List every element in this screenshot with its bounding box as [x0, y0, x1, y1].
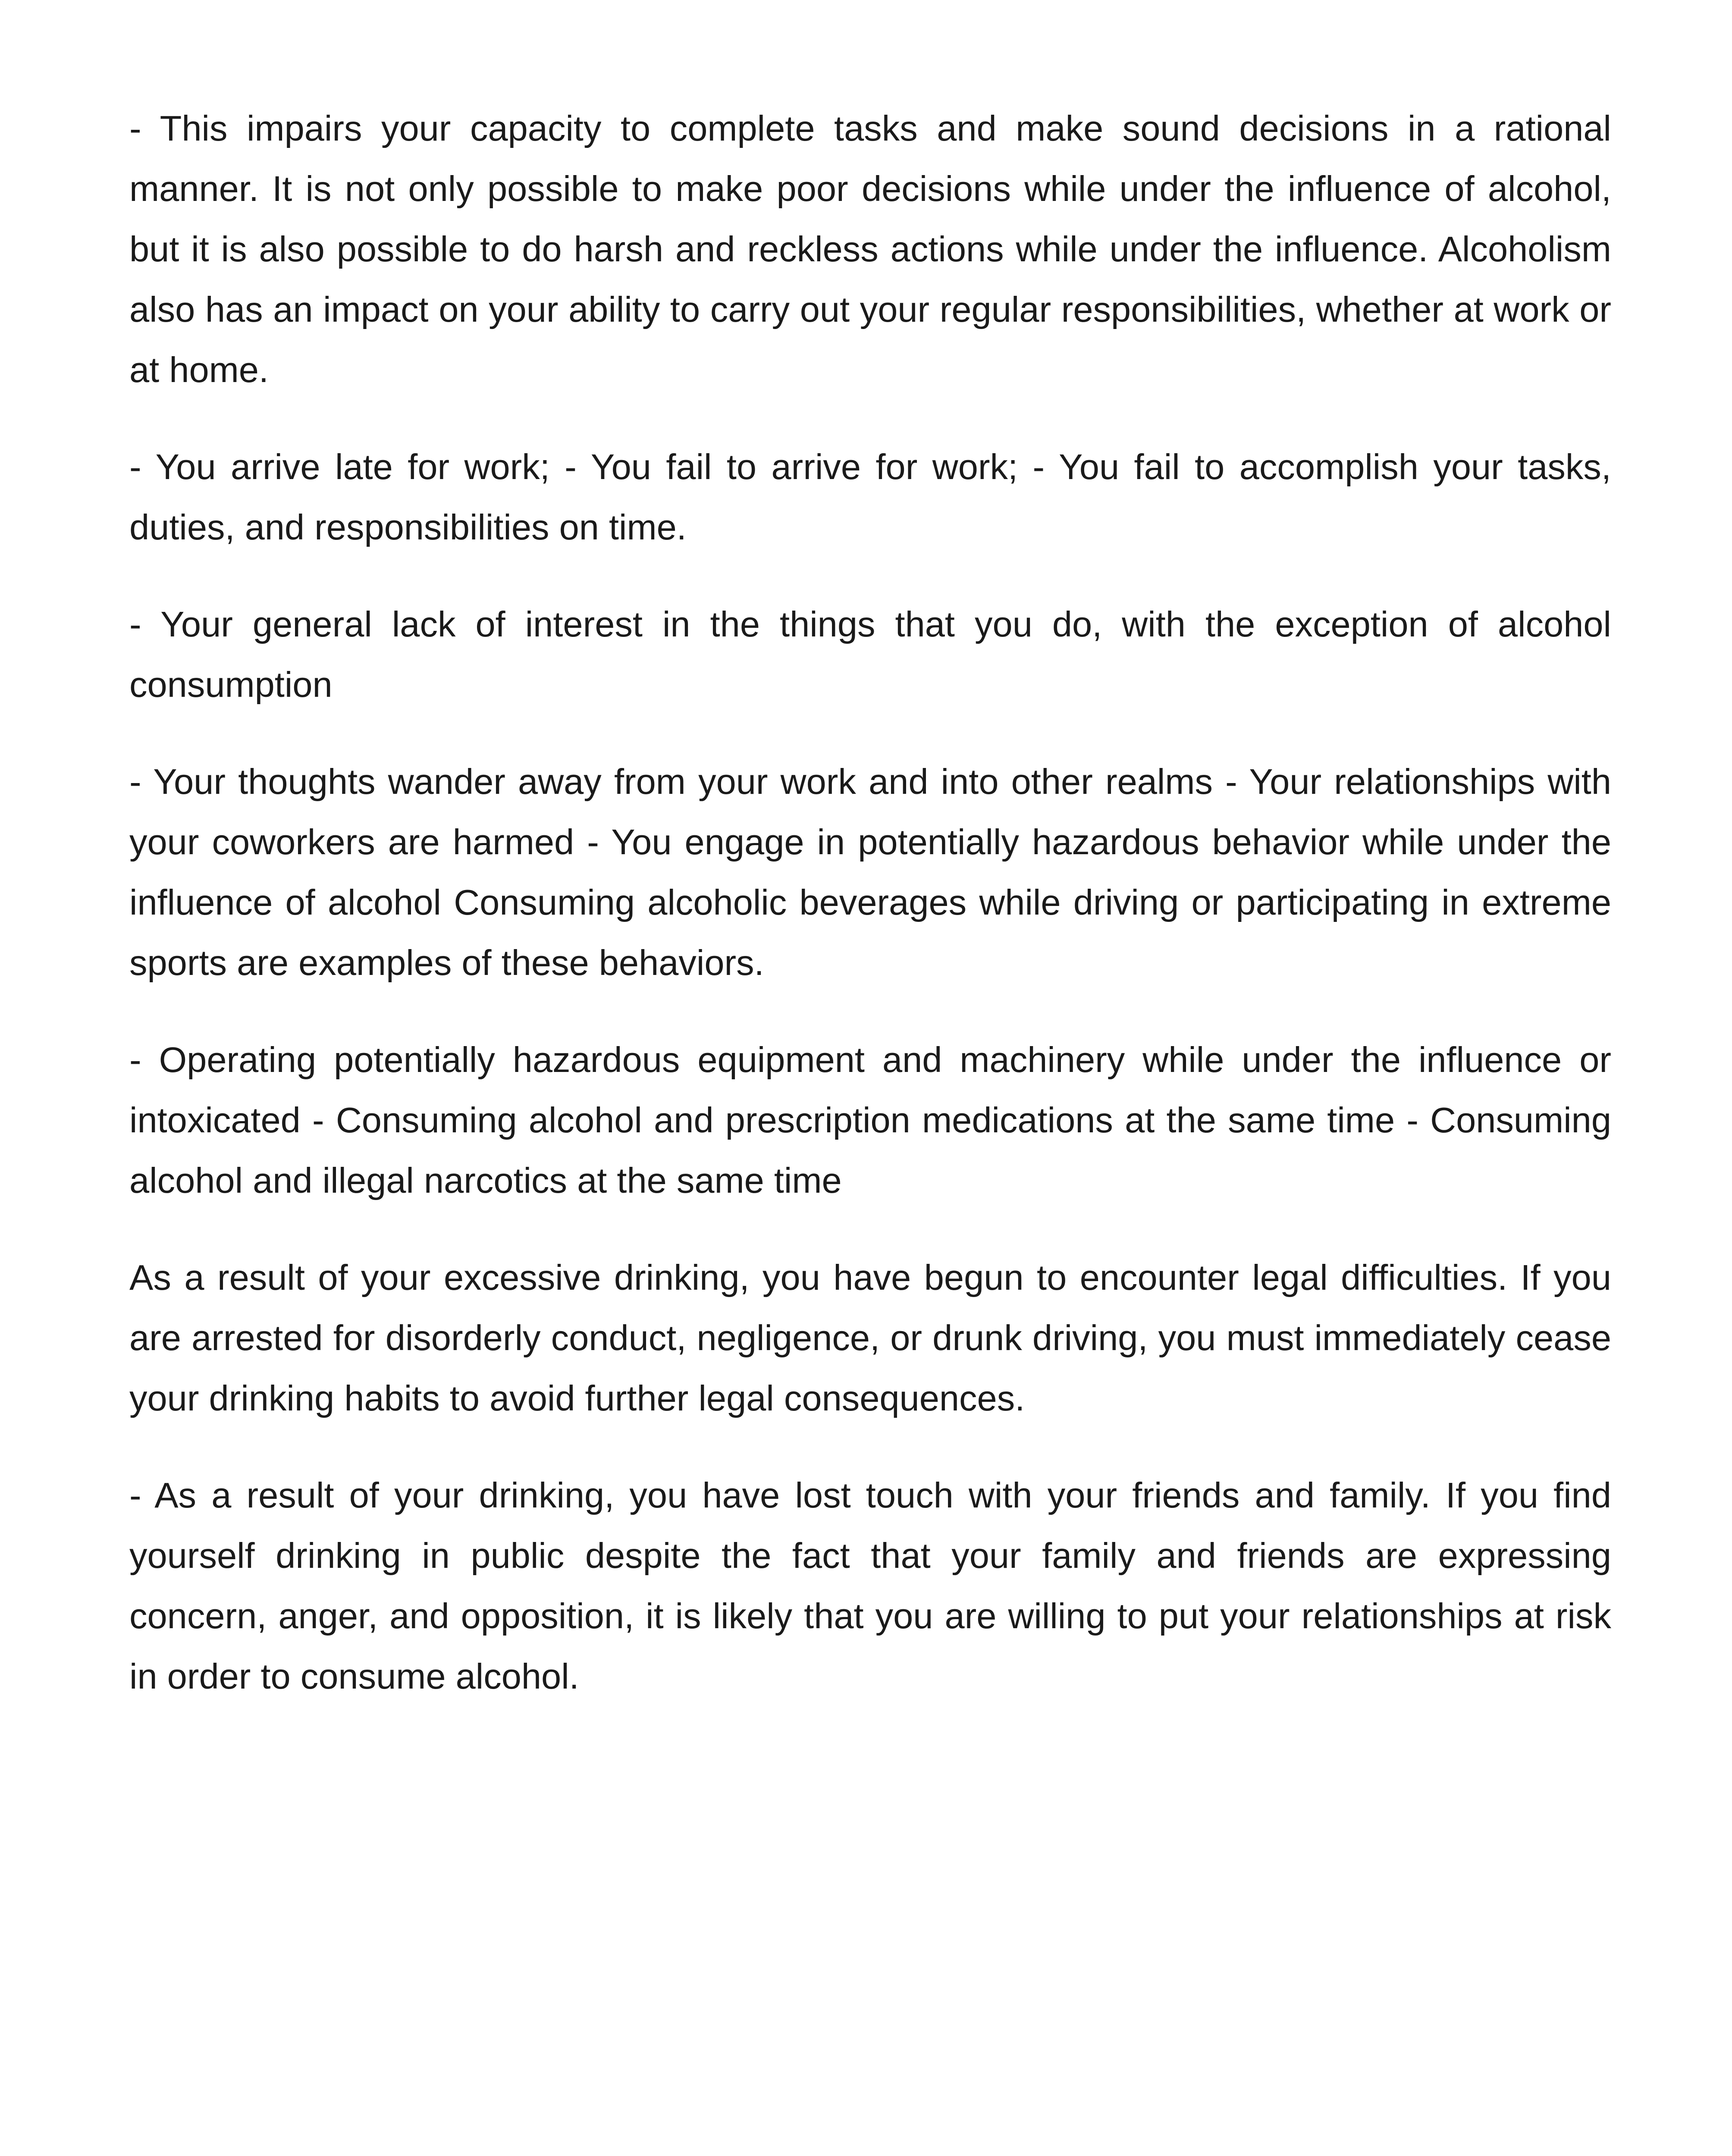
paragraph-work-attendance: - You arrive late for work; - You fail to arrive for work; - You fail to accomplish your tasks, duties, and responsibilities on time.: [129, 447, 1611, 547]
paragraph-lack-of-interest: - Your general lack of interest in the things that you do, with the exception of alcohol consumption: [129, 604, 1611, 705]
paragraph-lost-relationships: - As a result of your drinking, you have lost touch with your friends and family. If you find yourself drinking in public despite the fact that your family and friends are expressing concern, anger, and opposition, it is likely that you are willing to put your relationships at risk in order to consume alcohol.: [129, 1475, 1611, 1696]
paragraph-hazardous-equipment: - Operating potentially hazardous equipment and machinery while under the influence or intoxicated - Consuming alcohol and prescription medications at the same time - Consuming alcohol and illegal narcotics at the same time: [129, 1040, 1611, 1200]
paragraph-legal-difficulties: As a result of your excessive drinking, you have begun to encounter legal difficulties. If you are arrested for disorderly conduct, negligence, or drunk driving, you must immediately cease your drinking habits to avoid further legal consequences.: [129, 1257, 1611, 1418]
body-text: [129, 98, 1611, 1743]
paragraph-wandering-thoughts: - Your thoughts wander away from your work and into other realms - Your relationships with your coworkers are harmed - You engage in potentially hazardous behavior while under the influence of alcohol Consuming alcoholic beverages while driving or participating in extreme sports are examples of these behaviors.: [129, 761, 1611, 983]
paragraph-impaired-capacity: - This impairs your capacity to complete tasks and make sound decisions in a rational manner. It is not only possible to make poor decisions while under the influence of alcohol, but it is also possible to do harsh and reckless actions while under the influence. Alcoholism also has an impact on your ability to carry out your regular responsibilities, whether at work or at home.: [129, 108, 1611, 390]
